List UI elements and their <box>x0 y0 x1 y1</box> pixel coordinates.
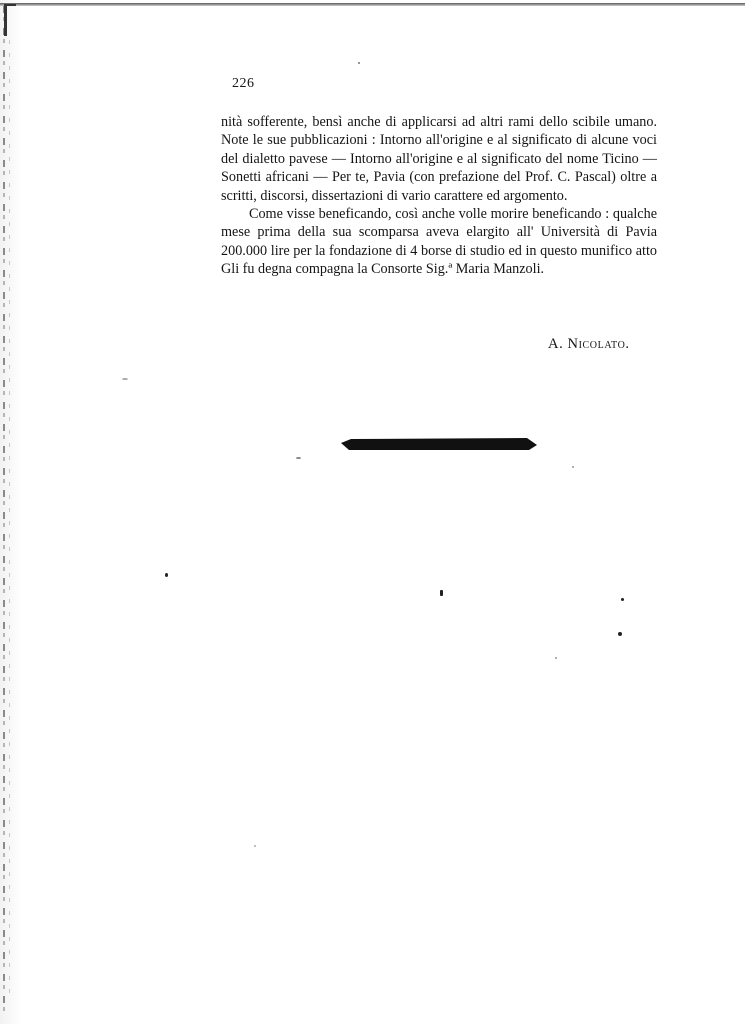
scan-speck <box>254 845 256 847</box>
end-ornament-rule <box>341 437 537 451</box>
scan-speck <box>572 466 574 468</box>
page-number: 226 <box>232 76 255 91</box>
scan-speck <box>296 457 301 459</box>
end-ornament-bar <box>341 438 537 450</box>
scan-speck <box>440 590 443 596</box>
author-signature: A. Nicolato. <box>548 336 630 352</box>
scan-left-edge <box>0 0 22 1024</box>
scan-speck <box>555 657 557 659</box>
scan-speck <box>358 62 360 64</box>
scan-speck <box>165 573 168 577</box>
paragraph-1: nità sofferente, bensì anche di applicarsi ad altri rami dello scibile umano. Note le sue pubblicazioni : Intorno all'origine e al significato di alcune voci del dialetto pavese — Intorno all'origine e al significato del nome Ticino — Sonetti africani — Per te, Pavia (con prefazione del Prof. C. Pascal) oltre a scritti, discorsi, dissertazioni di vario carattere ed argomento. <box>221 114 657 204</box>
scan-top-edge <box>0 3 745 6</box>
scan-corner-mark <box>4 4 16 36</box>
paragraph-2: Come visse beneficando, così anche volle morire beneficando : qualche mese prima della sua scomparsa aveva elargito all' Università di Pavia 200.000 lire per la fondazione di 4 borse di studio ed in questo munifico atto Gli fu degna compagna la Consorte Sig.ª Maria Manzoli. <box>221 206 657 278</box>
body-text <box>221 113 657 279</box>
scan-speck <box>122 378 128 380</box>
scan-speck <box>618 632 622 636</box>
scan-speck <box>621 598 624 601</box>
